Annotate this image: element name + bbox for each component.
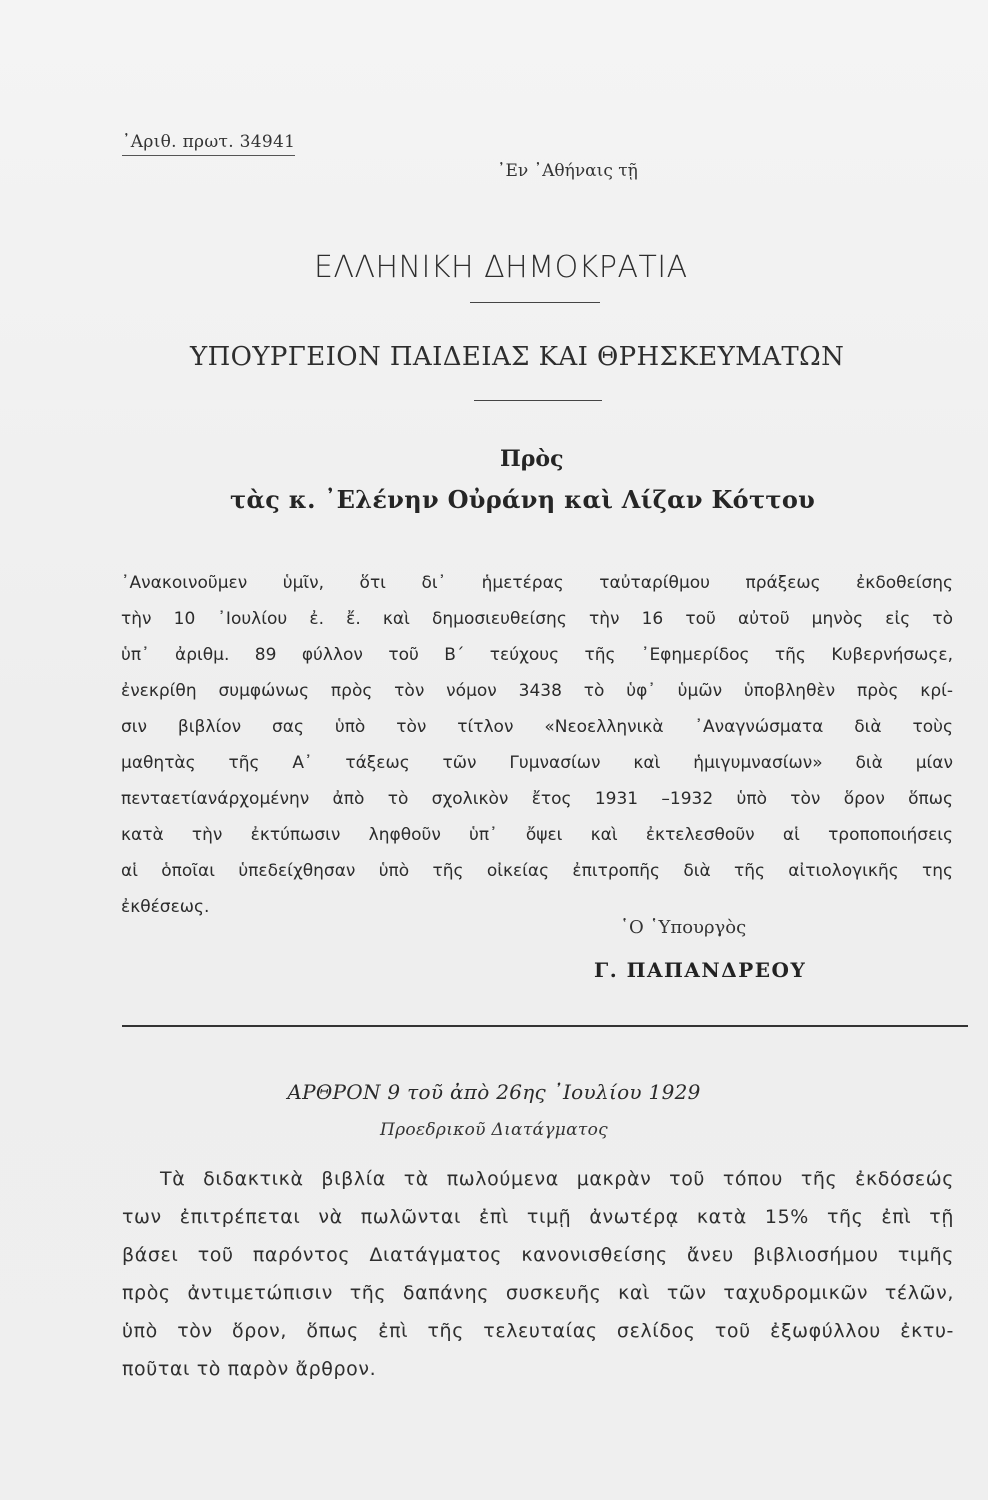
body-line: ὑπ᾿ ἀριθμ. 89 φύλλον τοῦ Β΄ τεύχους τῆς ᾿Εφημερίδος τῆς Κυβερνήσωςε, [121,645,953,665]
body-line: ἐκθέσεως. [121,897,210,917]
heading-rule [470,302,600,303]
ministry-heading: ΥΠΟΥΡΓΕΙΟΝ ΠΑΙΔΕΙΑΣ ΚΑΙ ΘΡΗΣΚΕΥΜΑΤΩΝ [190,342,845,372]
article-subtitle: Προεδρικοῦ Διατάγματος [380,1120,608,1140]
article-line: πρὸς ἀντιμετώπισιν τῆς δαπάνης συσκευῆς καὶ τῶν ταχυδρομικῶν τέλῶν, [122,1282,954,1304]
to-label: Πρὸς [500,446,564,472]
body-line: ᾿Ανακοινοῦμεν ὑμῖν, ὅτι δι᾿ ἡμετέρας ταὐταρίθμου πράξεως ἐκδοθείσης [121,573,953,593]
article-line: βάσει τοῦ παρόντος Διατάγματος κανονισθείσης ἄνευ βιβλιοσήμου τιμῆς [122,1244,954,1266]
section-divider [122,1025,968,1027]
body-line: αἱ ὁποῖαι ὑπεδείχθησαν ὑπὸ τῆς οἰκείας ἐπιτροπῆς διὰ τῆς αἰτιολογικῆς της [121,861,953,881]
signature-role: ῾Ο ῾Υπουργὸς [620,917,747,938]
ministry-rule [474,400,602,401]
protocol-number: ᾿Αριθ. πρωτ. 34941 [122,132,295,156]
article-line: ποῦται τὸ παρὸν ἄρθρον. [122,1358,377,1380]
article-line: των ἐπιτρέπεται νὰ πωλῶνται ἐπὶ τιμῇ ἀνωτέρᾳ κατὰ 15% τῆς ἐπὶ τῇ [122,1206,954,1228]
signature-name: Γ. ΠΑΠΑΝΔΡΕΟΥ [594,958,807,982]
recipients: τὰς κ. ᾿Ελένην Οὐράνη καὶ Λίζαν Κόττου [230,485,816,514]
body-line: πενταετίανάρχομένην ἀπὸ τὸ σχολικὸν ἔτος 1931 –1932 ὑπὸ τὸν ὅρον ὅπως [121,789,953,809]
article-line: ὑπὸ τὸν ὅρον, ὅπως ἐπὶ τῆς τελευταίας σελίδος τοῦ ἐξωφύλλου ἐκτυ- [122,1320,954,1342]
article-title: ΑΡΘΡΟΝ 9 τοῦ ἀπὸ 26ης ᾿Ιουλίου 1929 [287,1080,701,1104]
body-line: σιν βιβλίον σας ὑπὸ τὸν τίτλον «Νεοελληνικὰ ᾿Αναγνώσματα διὰ τοὺς [121,717,953,737]
state-heading-text: ΕΛΛΗΝΙΚΗ ΔΗΜΟΚΡΑΤΙΑ [314,250,688,285]
body-line: τὴν 10 ᾿Ιουλίου ἐ. ἔ. καὶ δημοσιευθείσης τὴν 16 τοῦ αὐτοῦ μηνὸς εἰς τὸ [121,609,953,629]
body-line: ἐνεκρίθη συμφώνως πρὸς τὸν νόμον 3438 τὸ ὑφ᾿ ὑμῶν ὑποβληθὲν πρὸς κρί- [121,681,953,701]
article-line: Τὰ διδακτικὰ βιβλία τὰ πωλούμενα μακρὰν τοῦ τόπου τῆς ἐκδόσεώς [160,1168,954,1190]
place-date: ᾿Εν ᾿Αθήναις τῇ [497,161,638,181]
article-body [122,1160,954,1388]
body-line: κατὰ τὴν ἐκτύπωσιν ληφθοῦν ὑπ᾿ ὄψει καὶ ἐκτελεσθοῦν αἱ τροποποιήσεις [121,825,953,845]
letter-body [121,565,953,925]
body-line: μαθητὰς τῆς Α᾿ τάξεως τῶν Γυμνασίων καὶ ἡμιγυμνασίων» διὰ μίαν [121,753,953,773]
